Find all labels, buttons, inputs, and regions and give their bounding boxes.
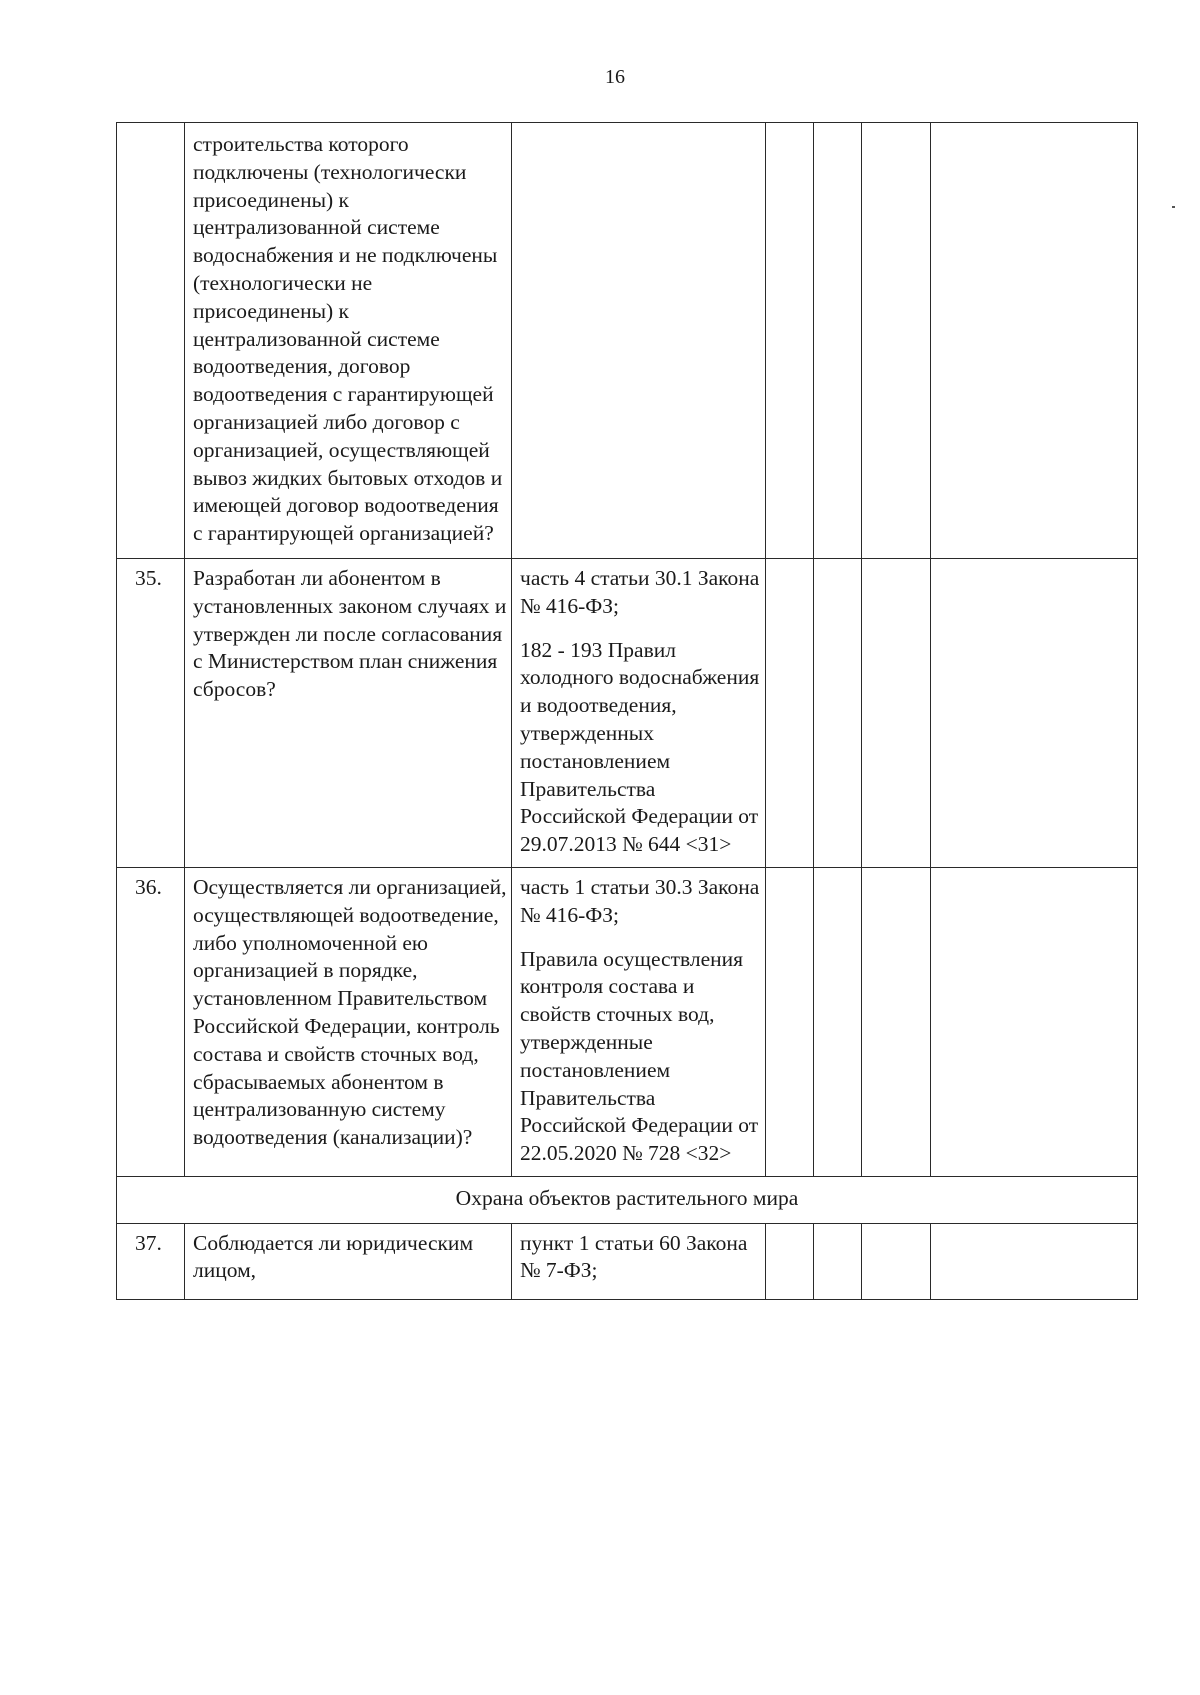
- cell-answer-yes[interactable]: [766, 867, 814, 1176]
- cell-question: строительства которого подключены (технологически присоединены) к централизованной системе водоснабжения и не подключены (технологически не присоединены) к централизованной системе водоотведения, договор водоотведения с гарантирующей организацией либо договор с организацией, осуществляющей вывоз жидких бытовых отходов и имеющей договор водоотведения с гарантирующей организацией?: [185, 123, 512, 559]
- reference-law: часть 1 статьи 30.3 Закона № 416-ФЗ;: [520, 874, 760, 927]
- cell-question: Осуществляется ли организацией, осуществляющей водоотведение, либо уполномоченной ею организацией в порядке, установленном Правительством Российской Федерации, контроль состава и свойств сточных вод, сбрасываемых абонентом в централизованную систему водоотведения (канализации)?: [185, 867, 512, 1176]
- cell-num: 35.: [117, 558, 185, 867]
- reference-rules: Правила осуществления контроля состава и свойств сточных вод, утвержденные постановлением Правительства Российской Федерации от 22.05.2020 № 728 <32>: [520, 946, 759, 1166]
- cell-reference: [512, 867, 766, 1176]
- reference-law: часть 4 статьи 30.1 Закона № 416-ФЗ;: [520, 565, 760, 618]
- table-row-37: [117, 1223, 1138, 1300]
- table-row-continued: [117, 123, 1138, 559]
- cell-note[interactable]: [931, 867, 1138, 1176]
- checklist-table: [116, 122, 1138, 1300]
- cell-answer-no[interactable]: [814, 1223, 862, 1300]
- table-row-36: [117, 867, 1138, 1176]
- section-title: Охрана объектов растительного мира: [117, 1176, 1138, 1223]
- cell-note[interactable]: [931, 123, 1138, 559]
- cell-answer-yes[interactable]: [766, 1223, 814, 1300]
- cell-answer-na[interactable]: [862, 123, 931, 559]
- cell-answer-no[interactable]: [814, 123, 862, 559]
- table-row-35: [117, 558, 1138, 867]
- cell-reference: [512, 123, 766, 559]
- cell-note[interactable]: [931, 558, 1138, 867]
- reference-rules: 182 - 193 Правил холодного водоснабжения и водоотведения, утвержденных постановлением Правительства Российской Федерации от 29.07.2013 № 644 <31>: [520, 637, 760, 857]
- page-number: 16: [605, 66, 625, 88]
- cell-answer-na[interactable]: [862, 867, 931, 1176]
- cell-answer-no[interactable]: [814, 867, 862, 1176]
- scan-mark: [1172, 206, 1175, 208]
- cell-question: Разработан ли абонентом в установленных законом случаях и утвержден ли после согласования с Министерством план снижения сбросов?: [185, 558, 512, 867]
- section-row: [117, 1176, 1138, 1223]
- cell-answer-yes[interactable]: [766, 558, 814, 867]
- cell-num: 37.: [117, 1223, 185, 1300]
- reference-law: пункт 1 статьи 60 Закона № 7-ФЗ;: [520, 1230, 748, 1283]
- cell-num: [117, 123, 185, 559]
- cell-answer-na[interactable]: [862, 558, 931, 867]
- cell-answer-no[interactable]: [814, 558, 862, 867]
- cell-answer-yes[interactable]: [766, 123, 814, 559]
- cell-reference: [512, 1223, 766, 1300]
- cell-note[interactable]: [931, 1223, 1138, 1300]
- cell-reference: [512, 558, 766, 867]
- cell-question: Соблюдается ли юридическим лицом,: [185, 1223, 512, 1300]
- cell-num: 36.: [117, 867, 185, 1176]
- cell-answer-na[interactable]: [862, 1223, 931, 1300]
